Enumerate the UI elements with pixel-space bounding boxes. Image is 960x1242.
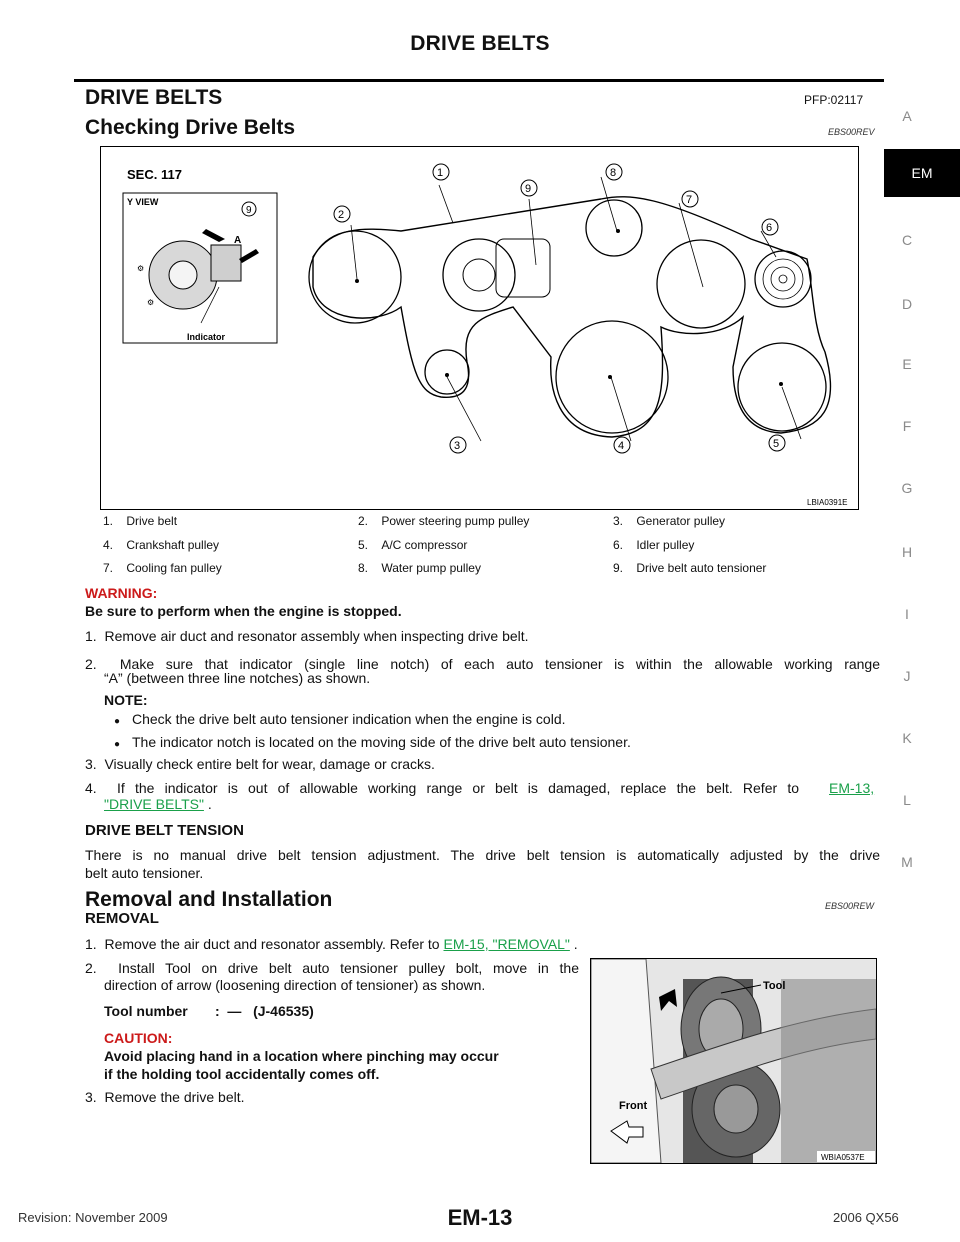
legend-item: 6. Idler pulley xyxy=(613,538,695,552)
callout-9-inset-text: 9 xyxy=(246,205,252,216)
legend-item: 7. Cooling fan pulley xyxy=(103,561,222,575)
warning-title: WARNING: xyxy=(85,585,158,601)
leader-7 xyxy=(679,203,703,287)
running-header: DRIVE BELTS xyxy=(410,32,550,55)
warning-body: Be sure to perform when the engine is stopped. xyxy=(85,603,402,619)
index-letter-d[interactable]: D xyxy=(901,296,913,312)
index-letter-i[interactable]: I xyxy=(905,606,909,622)
caution-title: CAUTION: xyxy=(104,1030,173,1046)
removal-step-1-tail: . xyxy=(569,936,578,952)
idler-ring-2 xyxy=(771,267,795,291)
tension-body-2: belt auto tensioner. xyxy=(85,865,204,881)
removal-step-2-line-2: direction of arrow (loosening direction of tensioner) as shown. xyxy=(104,977,486,993)
step-2-line-1: 2. Make sure that indicator (single line notch) of each auto tensioner is within the allowable working range xyxy=(85,656,880,672)
header-rule xyxy=(74,79,884,82)
bolt-upper: ⚙ xyxy=(137,264,145,273)
tensioner-bracket xyxy=(496,239,550,297)
note-title: NOTE: xyxy=(104,692,148,708)
legend-item: 1. Drive belt xyxy=(103,514,178,528)
photo-front-label: Front xyxy=(619,1100,648,1112)
callout-6-text: 6 xyxy=(766,222,773,234)
index-letter-j[interactable]: J xyxy=(903,668,911,684)
photo-svg xyxy=(591,959,876,1163)
step-4-line-2 xyxy=(104,794,212,814)
index-letter-f[interactable]: F xyxy=(902,418,912,434)
legend-item: 3. Generator pulley xyxy=(613,514,726,528)
section-title: DRIVE BELTS xyxy=(85,86,223,109)
index-letter-l[interactable]: L xyxy=(903,792,911,808)
link-em-15-removal[interactable]: EM-15, "REMOVAL" xyxy=(443,936,570,952)
removal-step-3: 3. Remove the drive belt. xyxy=(85,1089,245,1105)
callout-9-text: 9 xyxy=(525,183,532,195)
bullet-icon: ● xyxy=(114,716,121,727)
callout-3-text: 3 xyxy=(454,440,461,452)
index-letter-g[interactable]: G xyxy=(901,480,913,496)
caution-line-1: Avoid placing hand in a location where pinching may occur xyxy=(104,1048,499,1064)
step-4-line-1: 4. If the indicator is out of allowable working range or belt is damaged, replace the belt. Refer to xyxy=(85,780,799,796)
index-letter-h[interactable]: H xyxy=(901,544,913,560)
cooling-fan-pulley xyxy=(657,240,745,328)
sec-label: SEC. 117 xyxy=(127,167,182,182)
subsection-title-removal: Removal and Installation xyxy=(85,888,333,911)
index-letter-c[interactable]: C xyxy=(901,232,913,248)
subsection-title-checking: Checking Drive Belts xyxy=(85,116,296,139)
step-1: 1. Remove air duct and resonator assembly when inspecting drive belt. xyxy=(85,628,529,644)
index-tab-em-active[interactable]: EM xyxy=(884,149,960,197)
link-em-13[interactable]: EM-13, xyxy=(829,780,875,796)
bolt-lower: ⚙ xyxy=(147,298,155,307)
ac-center xyxy=(779,382,783,386)
legend-item: 5. A/C compressor xyxy=(358,538,468,552)
tensioner-pulley-hub xyxy=(463,259,495,291)
legend-item: 9. Drive belt auto tensioner xyxy=(613,561,767,575)
generator-pulley xyxy=(425,350,469,394)
legend-item: 8. Water pump pulley xyxy=(358,561,481,575)
ps-center xyxy=(355,279,359,283)
removal-title: REMOVAL xyxy=(85,910,159,927)
legend-item: 2. Power steering pump pulley xyxy=(358,514,530,528)
note-bullet-1 xyxy=(114,709,566,729)
idler-ring-1 xyxy=(763,259,803,299)
index-letter-a[interactable]: A xyxy=(902,108,912,124)
drive-belt-path xyxy=(313,197,831,437)
caution-line-2: if the holding tool accidentally comes off. xyxy=(104,1066,380,1082)
water-pump-pulley xyxy=(586,200,642,256)
tension-title: DRIVE BELT TENSION xyxy=(85,822,244,839)
label-a: A xyxy=(234,235,242,246)
footer-model: 2006 QX56 xyxy=(833,1210,899,1225)
tension-body-1: There is no manual drive belt tension adjustment. The drive belt tension is automatically adjusted by the drive xyxy=(85,847,880,863)
y-view-label: Y VIEW xyxy=(127,197,159,207)
step-3: 3. Visually check entire belt for wear, damage or cracks. xyxy=(85,756,435,772)
figure1-code: LBIA0391E xyxy=(807,498,848,507)
tool-number: Tool number : — (J-46535) xyxy=(104,1003,314,1019)
leader-1 xyxy=(439,185,453,223)
legend-item: 4. Crankshaft pulley xyxy=(103,538,220,552)
photo-engine-right xyxy=(781,979,876,1163)
link-drive-belts[interactable]: "DRIVE BELTS" xyxy=(104,796,204,812)
note-bullet-2 xyxy=(114,732,631,752)
callout-4-text: 4 xyxy=(618,440,625,452)
index-letter-k[interactable]: K xyxy=(902,730,912,746)
tensioner-hub xyxy=(169,261,197,289)
step-2-line-2: “A” (between three line notches) as shown. xyxy=(104,670,371,686)
note-bullet-1-text: Check the drive belt auto tensioner indication when the engine is cold. xyxy=(132,711,566,727)
photo-tool-label: Tool xyxy=(763,980,786,992)
tensioner-arm xyxy=(211,245,241,281)
callout-7-text: 7 xyxy=(686,194,693,206)
subsection-code-checking: EBS00REV xyxy=(828,127,875,137)
callout-5-text: 5 xyxy=(773,438,780,450)
page-number: EM-13 xyxy=(447,1205,513,1230)
belt-diagram-svg xyxy=(101,147,858,509)
indicator-label: Indicator xyxy=(187,332,226,342)
photo-pulley-lower-hub xyxy=(714,1085,758,1133)
index-letter-m[interactable]: M xyxy=(901,854,913,870)
removal-step-1 xyxy=(85,934,578,954)
tensioner-pulley xyxy=(443,239,515,311)
callout-2-text: 2 xyxy=(338,209,345,221)
idler-ring-3 xyxy=(779,275,787,283)
leader-4 xyxy=(611,377,631,441)
bullet-icon: ● xyxy=(114,739,121,750)
pfp-code: PFP:02117 xyxy=(804,93,864,107)
note-bullet-2-text: The indicator notch is located on the moving side of the drive belt auto tensioner. xyxy=(132,734,631,750)
leader-2 xyxy=(351,225,357,279)
callout-8-text: 8 xyxy=(610,167,617,179)
subsection-code-removal: EBS00REW xyxy=(825,901,875,911)
leader-3 xyxy=(446,375,481,441)
callout-1-text: 1 xyxy=(437,167,444,179)
removal-step-2-line-1: 2. Install Tool on drive belt auto tensioner pulley bolt, move in the xyxy=(85,960,579,976)
step-4-tail: . xyxy=(203,796,212,812)
leader-8 xyxy=(601,177,617,231)
tool-install-photo xyxy=(590,958,877,1164)
figure2-code: WBIA0537E xyxy=(821,1153,865,1162)
removal-step-1-text: 1. Remove the air duct and resonator assembly. Refer to xyxy=(85,936,444,952)
index-letter-e[interactable]: E xyxy=(902,356,912,372)
drive-belt-diagram xyxy=(100,146,859,510)
footer-revision: Revision: November 2009 xyxy=(18,1210,168,1225)
